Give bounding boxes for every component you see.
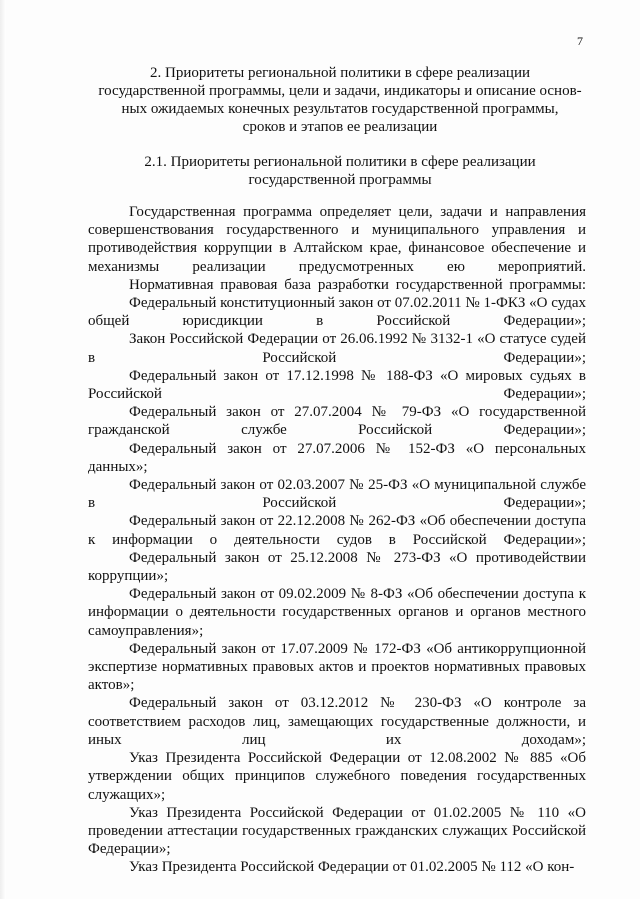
legal-act-item: Указ Президента Российской Федерации от 01.02.2005 № 112 «О кон-	[129, 859, 575, 876]
subsection-heading	[80, 153, 600, 189]
legal-act-item: Федеральный закон от 22.12.2008 № 262-ФЗ «Об обеспечении доступа к информации о деятельности судов в Российской Федерации»;	[88, 513, 586, 548]
section-heading-line: 2. Приоритеты региональной политики в сфере реализации	[149, 65, 531, 81]
legal-act-item: Указ Президента Российской Федерации от 01.02.2005 № 110 «О проведении аттестации государственных гражданских служащих Российской Федерации»;	[88, 804, 586, 858]
section-heading-line: ных ожидаемых конечных результатов государственной программы,	[121, 101, 559, 117]
legal-act-item: Федеральный закон от 27.07.2004 № 79-ФЗ «О государственной гражданской службе Российской Федерации»;	[88, 404, 586, 439]
legal-act-item: Федеральный закон от 02.03.2007 № 25-ФЗ «О муниципальной службе в Российской Федерации»;	[88, 477, 586, 512]
subsection-heading-line: государственной программы	[248, 172, 432, 188]
legal-act-item: Федеральный закон от 27.07.2006 № 152-ФЗ «О персональных данных»;	[88, 440, 586, 475]
page-number: 7	[577, 34, 583, 48]
section-heading-line: сроков и этапов ее реализации	[242, 119, 438, 135]
subsection-heading-line: 2.1. Приоритеты региональной политики в сфере реализации	[144, 154, 536, 170]
section-heading	[80, 64, 600, 136]
section-heading-line: государственной программы, цели и задачи, индикаторы и описание основ-	[98, 83, 582, 99]
paragraph-legal-basis: Нормативная правовая база разработки государственной программы:	[129, 276, 586, 293]
legal-act-item: Федеральный конституционный закон от 07.02.2011 № 1-ФКЗ «О судах общей юрисдикции в Российской Федерации»;	[88, 295, 586, 330]
scan-edge	[0, 0, 6, 899]
legal-act-item: Федеральный закон от 25.12.2008 № 273-ФЗ «О противодействии коррупции»;	[88, 549, 586, 585]
legal-act-item: Федеральный закон от 03.12.2012 № 230-ФЗ «О контроле за соответствием расходов лиц, замещающих государственные должности, и иных лиц их доходам»;	[88, 695, 586, 748]
legal-act-item: Федеральный закон от 09.02.2009 № 8-ФЗ «Об обеспечении доступа к информации о деятельности государственных органов и органов местного самоуправления»;	[88, 586, 586, 639]
legal-act-item: Указ Президента Российской Федерации от 12.08.2002 № 885 «Об утверждении общих принципов служебного поведения государственных служащих»;	[88, 750, 586, 803]
legal-act-item: Закон Российской Федерации от 26.06.1992 № 3132-1 «О статусе судей в Российской Федерации»;	[88, 331, 586, 366]
body-text	[88, 203, 586, 877]
legal-act-item: Федеральный закон от 17.12.1998 № 188-ФЗ «О мировых судьях в Российской Федерации»;	[88, 367, 586, 403]
legal-act-item: Федеральный закон от 17.07.2009 № 172-ФЗ «Об антикоррупционной экспертизе нормативных правовых актов и проектов нормативных правовых актов»;	[88, 640, 586, 694]
paragraph-intro: Государственная программа определяет цели, задачи и направления совершенствования государственного и муниципального управления и противодействия коррупции в Алтайском крае, финансовое обеспечение и механизмы реализации предусмотренных ею мероприятий.	[88, 204, 586, 275]
